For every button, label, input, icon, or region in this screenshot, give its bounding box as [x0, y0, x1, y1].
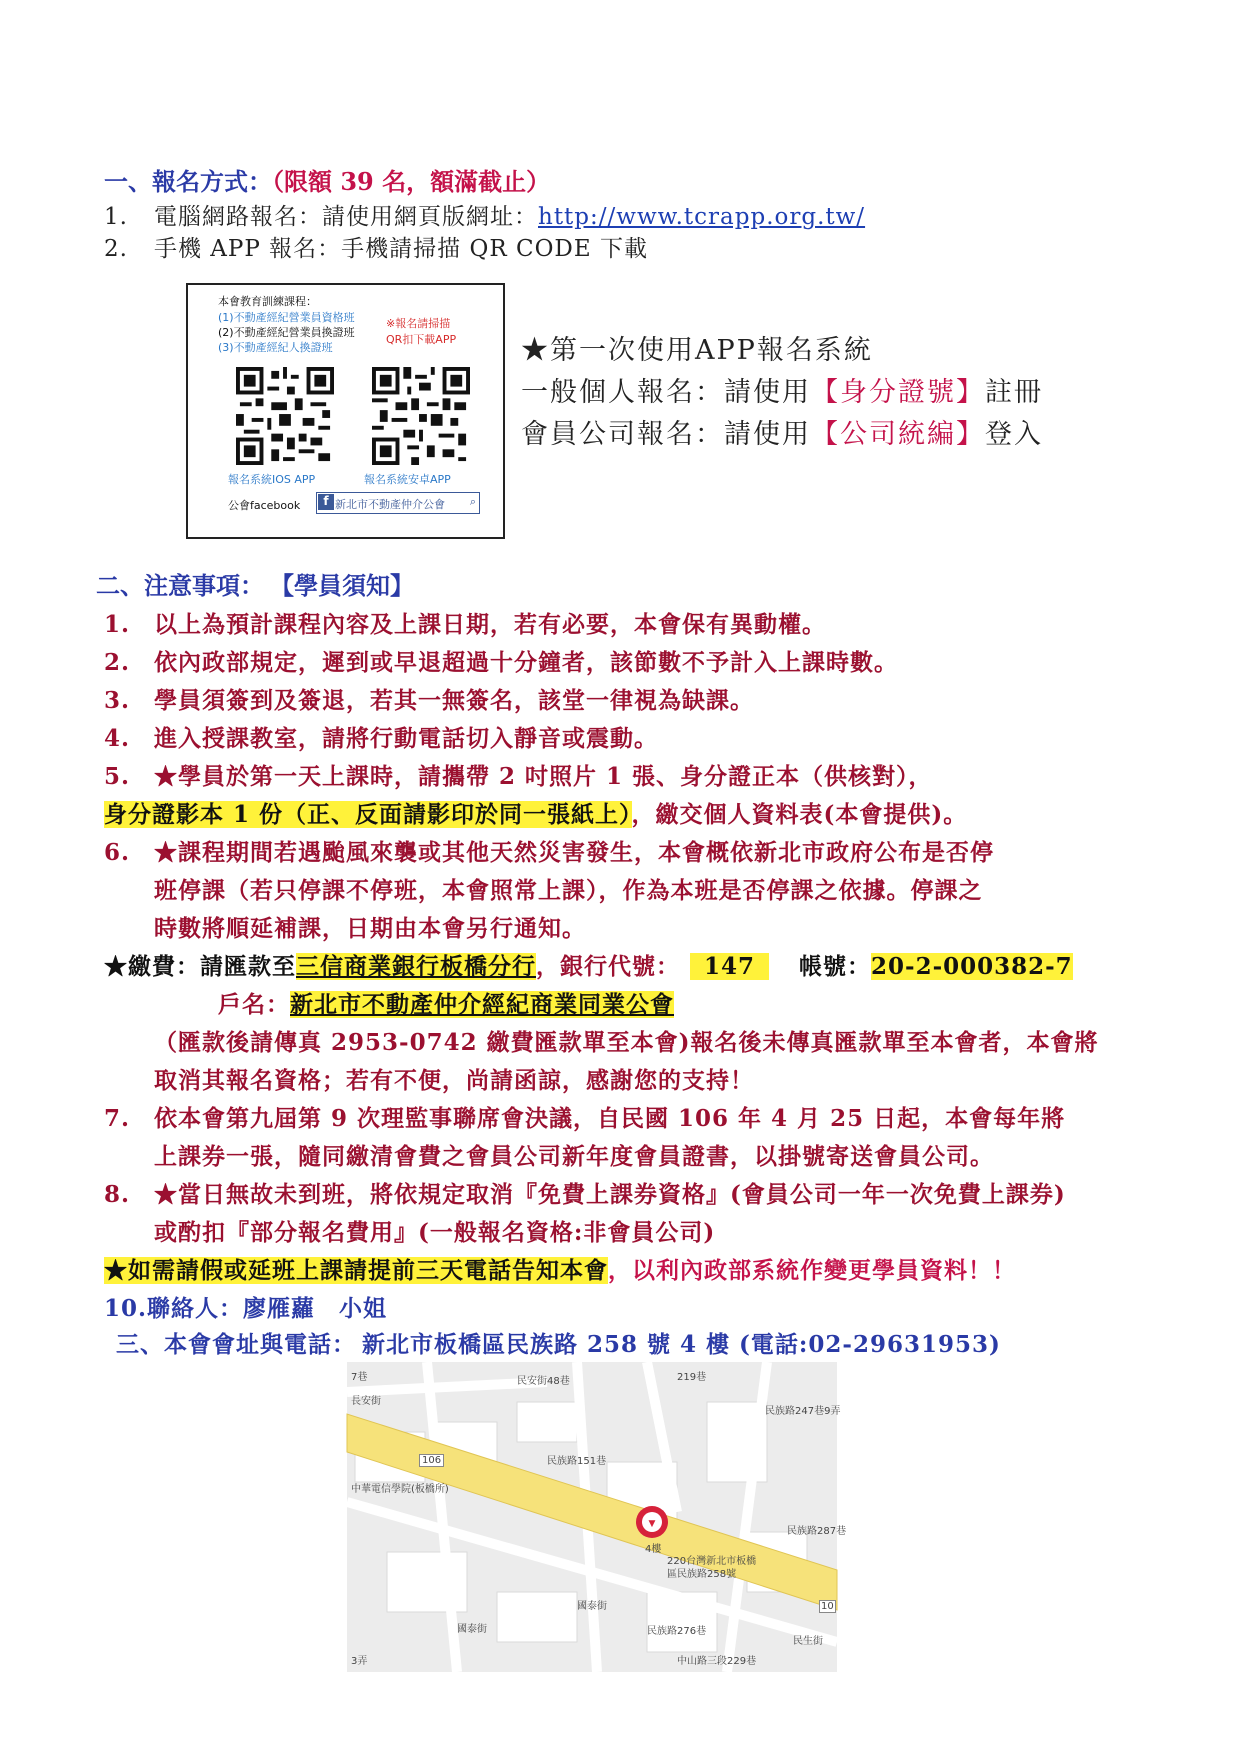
item-number: 3. [104, 687, 131, 714]
section1-quota-note: （限額 39 名，額滿截止） [272, 167, 551, 196]
item-number: 2. [104, 649, 131, 676]
account-number: 20-2-000382-7 [871, 953, 1073, 980]
office-address: 新北市板橋區民族路 258 號 4 樓 (電話:02-29631953) [362, 1331, 1001, 1358]
map-label: 7巷 [351, 1372, 368, 1383]
app-first-time-note: ★第一次使用APP報名系統 [521, 335, 873, 366]
course-3: (3)不動產經紀人換證班 [218, 341, 333, 354]
notice-item-5-continued [104, 796, 967, 829]
ios-app-label: 報名系統IOS APP [228, 473, 316, 486]
item-number: 2. [104, 236, 128, 262]
item-number: 5. [104, 763, 131, 790]
item-number: 1. [104, 611, 131, 638]
account-holder-name: 新北市不動產仲介經紀商業同業公會 [290, 991, 674, 1018]
section2-heading [96, 566, 414, 601]
account-label: 帳號： [799, 953, 872, 980]
notice-item-4 [104, 720, 658, 753]
leave-notice-highlight: ★如需請假或延班上課請提前三天電話告知本會 [104, 1257, 608, 1284]
id-copy-rest: ，繳交個人資料表(本會提供)。 [631, 801, 968, 828]
personal-registration-prefix: 一般個人報名：請使用 [521, 377, 811, 408]
item-text: 電腦網路報名：請使用網頁版網址： [154, 204, 538, 230]
facebook-label: 公會facebook [228, 499, 301, 512]
notice-item-3 [104, 682, 754, 715]
map-label: 民生街 [793, 1636, 823, 1647]
section1-item-2 [104, 230, 648, 263]
android-app-label: 報名系統安卓APP [364, 473, 451, 486]
course-2: (2)不動產經紀營業員換證班 [218, 326, 355, 339]
android-qr-code-icon[interactable] [372, 367, 470, 465]
notice-item-8-line-2: 或酌扣『部分報名費用』(一般報名資格:非會員公司) [154, 1219, 716, 1246]
payment-line [104, 948, 1073, 981]
student-notice-tag: 【學員須知】 [282, 571, 414, 600]
map-label: 中山路三段229巷 [677, 1656, 757, 1667]
search-icon: ⌕ [469, 495, 476, 508]
svg-text:▼: ▼ [648, 1519, 656, 1529]
facebook-icon: f [318, 494, 334, 510]
section2-title: 二、注意事項： [96, 571, 264, 600]
item-number: 6. [104, 839, 131, 866]
map-label: 中華電信學院(板橋所) [351, 1484, 449, 1495]
notice-item-2 [104, 644, 898, 677]
item-number: 8. [104, 1181, 131, 1208]
item-number: 4. [104, 725, 131, 752]
notice-item-6-line-3: 時數將順延補課，日期由本會另行通知。 [154, 915, 586, 942]
notice-item-5 [104, 758, 933, 791]
scan-note-2: QR扣下載APP [386, 333, 457, 346]
map-label: 106 [419, 1454, 444, 1467]
item-number: 7. [104, 1105, 131, 1132]
map-label: 10 [821, 1601, 834, 1612]
map-label: 民族路287巷 [787, 1526, 847, 1537]
qr-code-card [186, 283, 505, 539]
scan-note-1: ※報名請掃描 [386, 317, 451, 330]
personal-registration-line [521, 370, 1043, 409]
leave-notice-line [104, 1252, 1016, 1285]
account-holder-label: 戶名： [218, 991, 290, 1018]
ios-qr-code-icon[interactable] [236, 367, 334, 465]
item-text: ★課程期間若遇颱風來襲或其他天然災害發生，本會概依新北市政府公布是否停 [154, 839, 994, 866]
notice-item-1 [104, 606, 826, 639]
location-map[interactable] [347, 1362, 847, 1672]
item-number: 1. [104, 204, 128, 230]
id-copy-requirement: 身分證影本 1 份（正、反面請影印於同一張紙上） [104, 801, 632, 828]
item-text: 進入授課教室，請將行動電話切入靜音或震動。 [154, 725, 658, 752]
registration-website-link[interactable]: http://www.tcrapp.org.tw/ [538, 204, 866, 230]
item-text: 依本會第九屆第 9 次理監事聯席會決議，自民國 106 年 4 月 25 日起，本會每年將 [154, 1105, 1066, 1132]
section1-item-1 [104, 198, 865, 231]
qr-card-title: 本會教育訓練課程： [218, 295, 317, 308]
account-holder-line [218, 986, 674, 1019]
map-label: 220台灣新北市板橋 [667, 1556, 757, 1567]
map-pin-icon [636, 1506, 668, 1538]
payment-note-line-2: 取消其報名資格；若有不便，尚請函諒，感謝您的支持！ [154, 1067, 754, 1094]
bank-name: 三信商業銀行板橋分行 [296, 953, 536, 980]
map-label: 長安街 [351, 1396, 381, 1407]
course-1: (1)不動產經紀營業員資格班 [218, 311, 355, 324]
item-text: ★學員於第一天上課時，請攜帶 2 吋照片 1 張、身分證正本（供核對）， [154, 763, 933, 790]
map-label: 國泰街 [457, 1624, 487, 1635]
map-label: 4樓 [645, 1544, 662, 1555]
section3-title: 三、本會會址與電話： [116, 1331, 356, 1358]
map-label: 民族路151巷 [547, 1456, 607, 1467]
contact-person: 10.聯絡人：廖雁蘿 小姐 [104, 1295, 388, 1322]
map-roads [347, 1362, 837, 1672]
leave-notice-rest: ，以利內政部系統作變更學員資料！！ [608, 1257, 1016, 1284]
map-label: 民族路247巷9弄 [765, 1406, 841, 1417]
company-registration-prefix: 會員公司報名：請使用 [521, 419, 811, 450]
company-registration-line [521, 412, 1043, 451]
item-text: 手機 APP 報名：手機請掃描 QR CODE 下載 [154, 236, 648, 262]
notice-item-6-line-1 [104, 834, 994, 867]
map-label: 區民族路258號 [667, 1569, 737, 1580]
map-label: 民族路276巷 [647, 1626, 707, 1637]
bank-code-label: ，銀行代號： [536, 953, 680, 980]
section1-heading [104, 162, 550, 197]
notice-item-7-line-2: 上課券一張，隨同繳清會費之會員公司新年度會員證書，以掛號寄送會員公司。 [154, 1143, 994, 1170]
item-text: 依內政部規定，遲到或早退超過十分鐘者，該節數不予計入上課時數。 [154, 649, 898, 676]
map-label: 國泰街 [577, 1601, 607, 1612]
notice-item-6-line-2: 班停課（若只停課不停班，本會照常上課），作為本班是否停課之依據。停課之 [154, 877, 983, 904]
personal-registration-suffix: 註冊 [985, 377, 1043, 408]
item-text: ★當日無故未到班，將依規定取消『免費上課券資格』(會員公司一年一次免費上課券) [154, 1181, 1066, 1208]
facebook-page-name: 新北市不動產仲介公會 [335, 498, 445, 511]
notice-item-8-line-1 [104, 1176, 1066, 1209]
map-label: 民安街48巷 [517, 1376, 570, 1387]
payment-note-line-1: （匯款後請傳真 2953-0742 繳費匯款單至本會)報名後未傳真匯款單至本會者，本會將 [154, 1029, 1099, 1056]
notice-item-7-line-1 [104, 1100, 1065, 1133]
payment-prefix: ★繳費：請匯款至 [104, 953, 296, 980]
item-text: 以上為預計課程內容及上課日期，若有必要，本會保有異動權。 [154, 611, 826, 638]
item-text: 學員須簽到及簽退，若其一無簽名，該堂一律視為缺課。 [154, 687, 754, 714]
map-label: 219巷 [677, 1372, 707, 1383]
bank-code: 147 [690, 953, 769, 980]
id-number-key: 【身分證號】 [811, 377, 985, 408]
section3-heading [116, 1326, 1001, 1359]
section1-title: 一、報名方式： [104, 167, 272, 196]
company-id-key: 【公司統編】 [811, 419, 985, 450]
facebook-search-box[interactable] [316, 492, 480, 514]
map-label: 3弄 [351, 1656, 368, 1667]
company-registration-suffix: 登入 [985, 419, 1043, 450]
